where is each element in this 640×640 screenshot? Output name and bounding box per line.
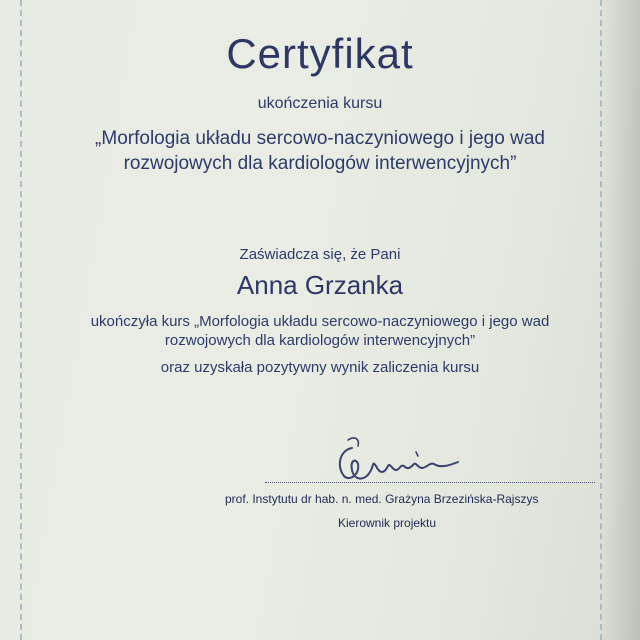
completion-text-line-1: ukończyła kurs „Morfologia układu sercowo-naczyniowego i jego wad <box>90 313 550 330</box>
signer-name: prof. Instytutu dr hab. n. med. Grażyna Brzezińska-Rajszys <box>225 492 539 506</box>
course-name-line-1: „Morfologia układu sercowo-naczyniowego i jego wad <box>95 128 545 149</box>
signature-line <box>265 482 595 483</box>
signer-role: Kierownik projektu <box>338 516 437 530</box>
attest-text: Zaświadcza się, że Pani <box>239 246 401 263</box>
course-name-line-2: rozwojowych dla kardiologów interwencyjnych” <box>123 153 517 174</box>
certificate-title: Certyfikat <box>226 30 414 77</box>
completion-text-line-3: oraz uzyskała pozytywny wynik zaliczenia kursu <box>160 359 480 376</box>
recipient-name: Anna Grzanka <box>236 270 404 300</box>
handwritten-signature <box>330 430 470 490</box>
certificate-subtitle: ukończenia kursu <box>257 95 383 112</box>
completion-text-line-2: rozwojowych dla kardiologów interwencyjnych” <box>164 332 476 349</box>
